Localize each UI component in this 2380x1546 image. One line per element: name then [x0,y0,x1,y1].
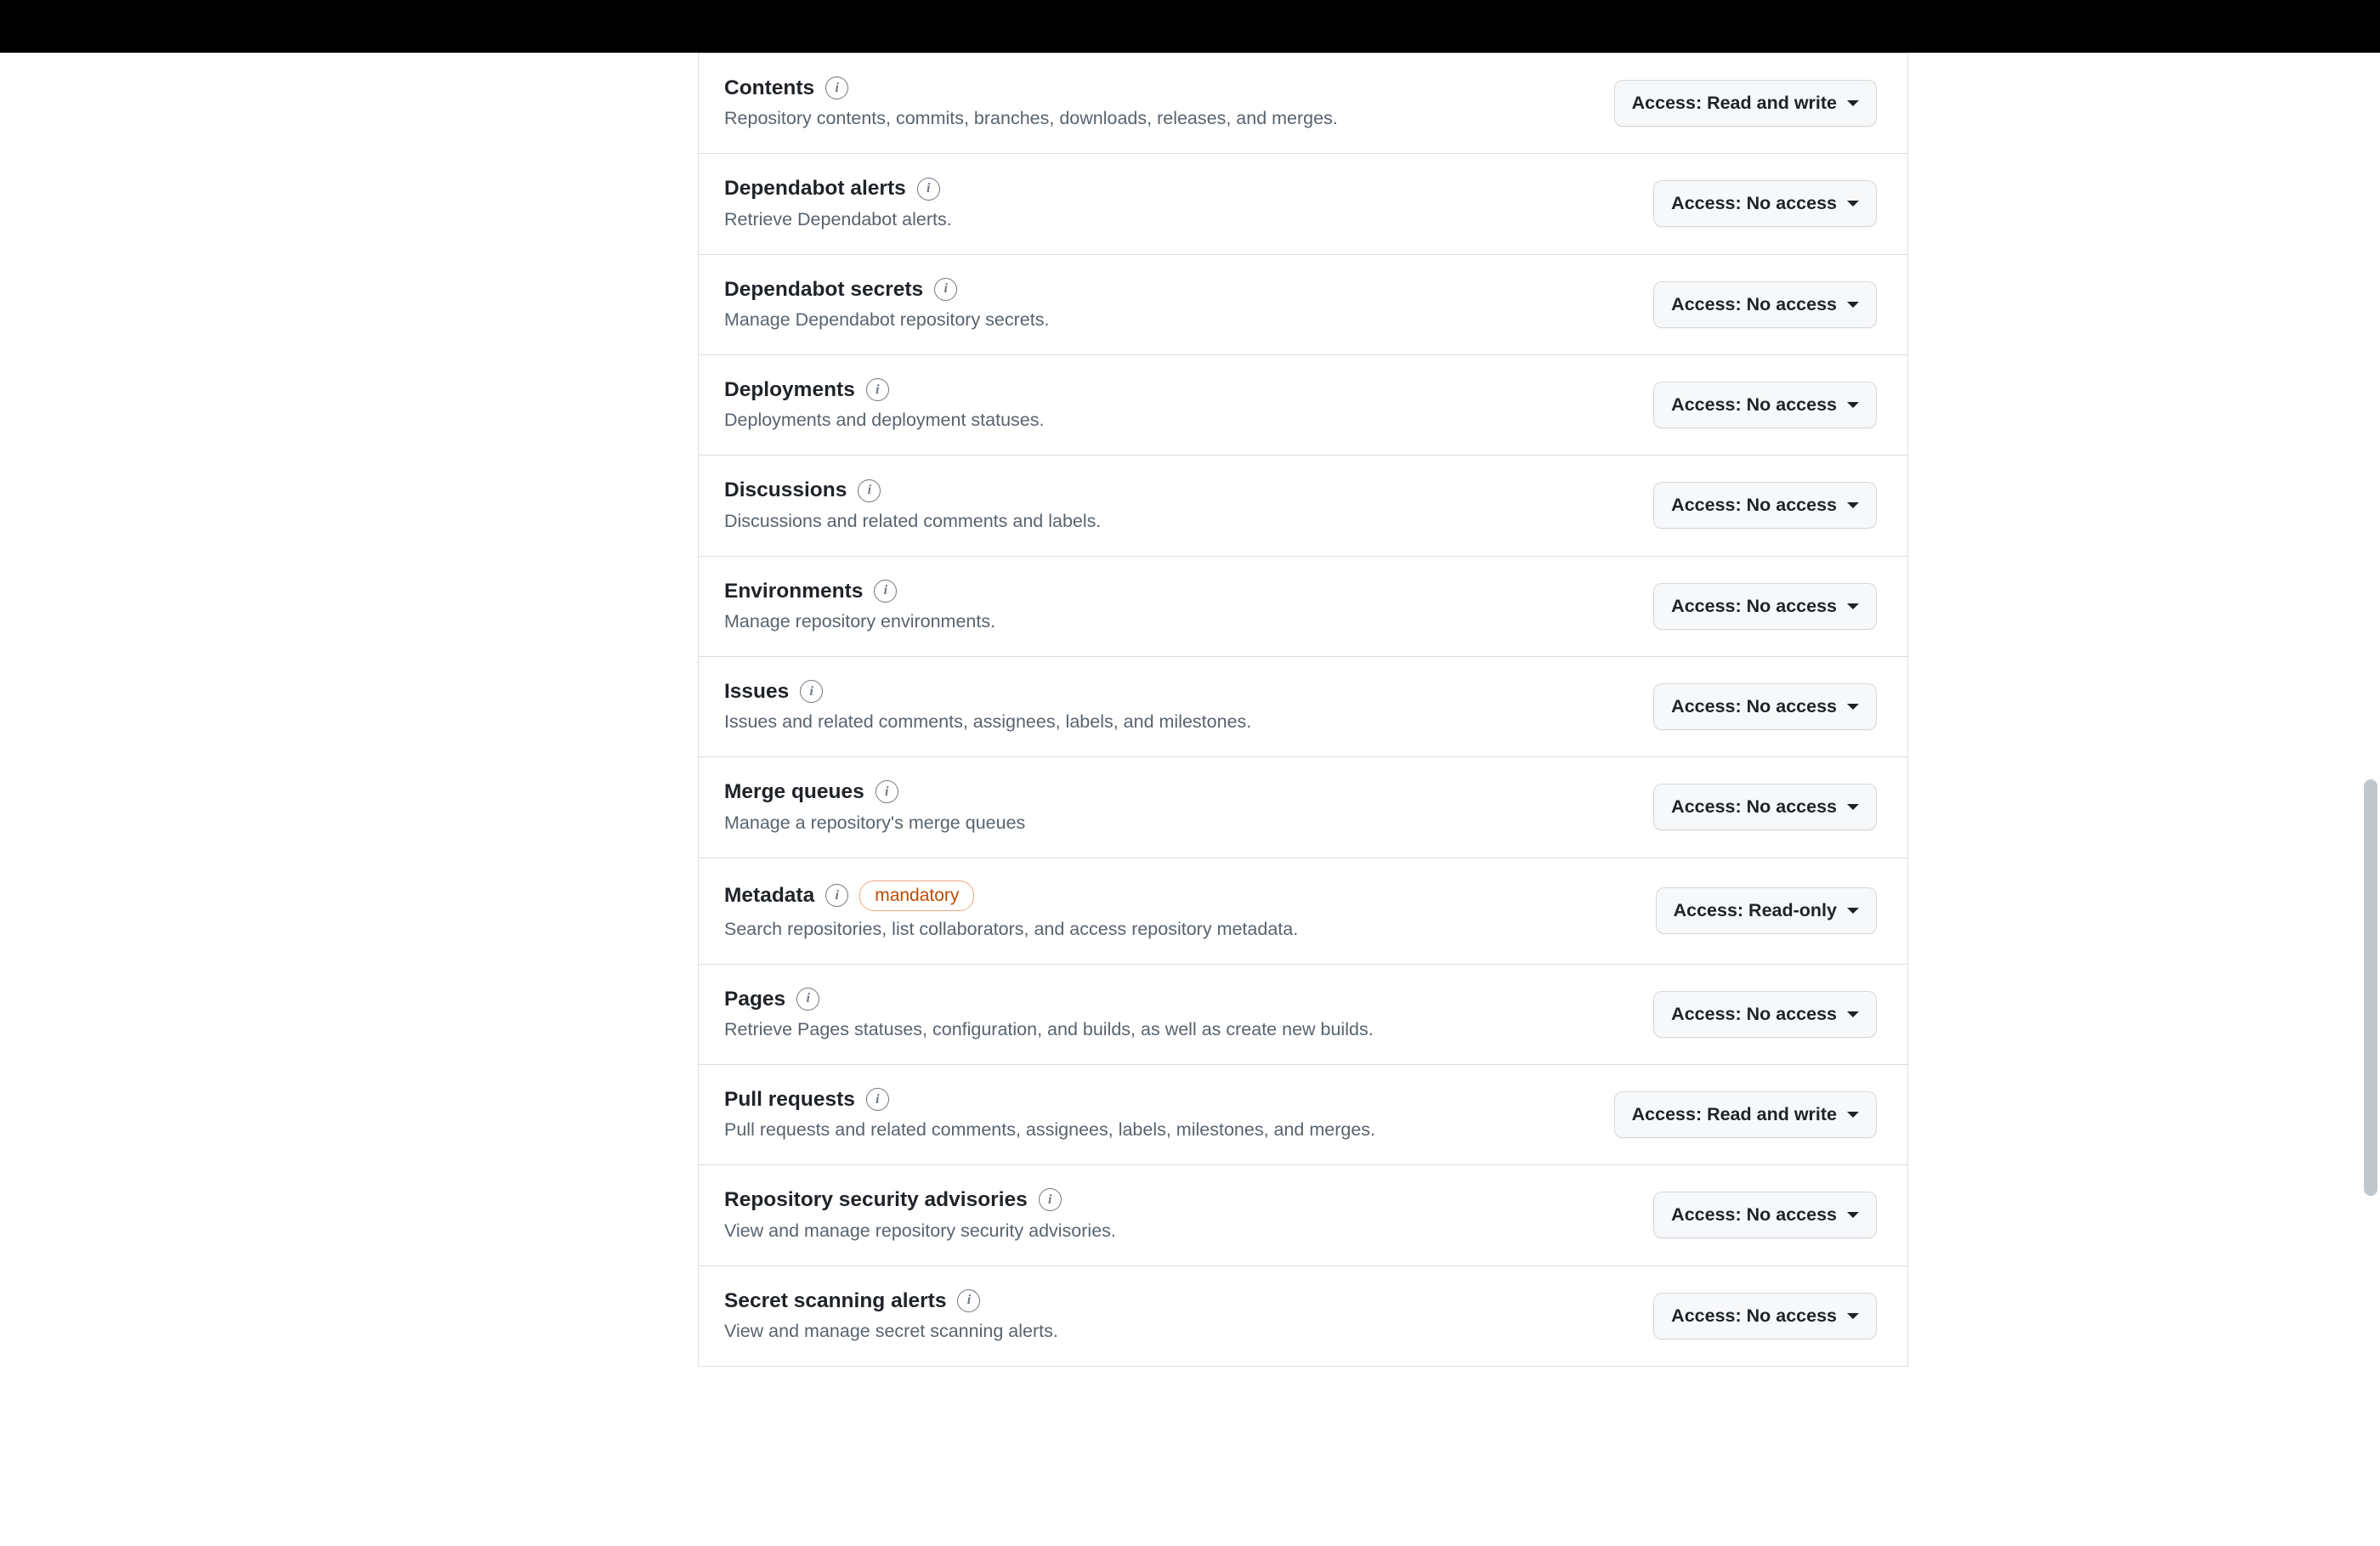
chevron-down-icon [1847,603,1859,609]
access-dropdown-button[interactable] [1653,1293,1877,1339]
permission-row [699,858,1907,965]
permission-description: Retrieve Pages statuses, configuration, and builds, as well as create new builds. [724,1018,1374,1039]
permission-description: Retrieve Dependabot alerts. [724,208,952,229]
info-icon[interactable]: i [800,680,823,703]
permission-info [724,1187,1116,1243]
permission-row [699,965,1907,1065]
permission-row [699,557,1907,657]
permission-title-line [724,579,995,603]
permission-row [699,1165,1907,1266]
permission-title-line [724,1288,1058,1313]
info-icon[interactable]: i [825,76,848,99]
info-icon[interactable]: i [876,780,898,803]
info-icon[interactable]: i [957,1289,980,1312]
chevron-down-icon [1847,1011,1859,1017]
access-dropdown-button[interactable] [1653,784,1877,830]
access-dropdown-label: Access: Read and write [1631,1104,1837,1125]
permission-title-line [724,881,1298,911]
permission-title-line [724,679,1251,704]
permission-title-line [724,176,952,201]
access-dropdown-button[interactable] [1653,683,1877,730]
permission-title-line [724,76,1338,100]
permission-title: Issues [724,679,790,703]
permission-info [724,779,1025,835]
permission-title: Pull requests [724,1087,855,1111]
permission-title: Dependabot secrets [724,277,924,301]
permission-row [699,255,1907,355]
permission-description: View and manage repository security advisories. [724,1220,1116,1241]
permission-row [699,757,1907,858]
chevron-down-icon [1847,908,1859,914]
permission-info [724,277,1049,332]
permission-info [724,881,1298,942]
permission-info [724,478,1101,533]
access-dropdown-button[interactable] [1614,80,1877,127]
access-dropdown-label: Access: No access [1671,796,1837,818]
permission-row [699,1065,1907,1165]
permission-description: Search repositories, list collaborators, and access repository metadata. [724,918,1299,939]
permission-title: Metadata [724,883,815,907]
permission-title-line [724,277,1049,302]
info-icon[interactable]: i [796,988,819,1011]
permission-title: Repository security advisories [724,1188,1028,1212]
access-dropdown-label: Access: No access [1671,495,1837,516]
access-dropdown-button[interactable] [1653,991,1877,1038]
access-dropdown-button[interactable] [1653,1192,1877,1238]
permission-row [699,154,1907,254]
permissions-content-column [698,53,1908,1367]
page-body [0,53,2380,1546]
permission-title: Secret scanning alerts [724,1288,947,1312]
permission-title-line [724,377,1044,402]
permission-title: Merge queues [724,780,864,804]
info-icon[interactable]: i [1039,1188,1062,1211]
chevron-down-icon [1847,804,1859,810]
permission-title: Environments [724,579,864,603]
access-dropdown-label: Access: No access [1671,696,1837,717]
info-icon[interactable]: i [866,1088,889,1111]
permission-row [699,657,1907,757]
info-icon[interactable]: i [934,278,957,301]
info-icon[interactable]: i [858,479,881,502]
mandatory-badge: mandatory [859,881,974,911]
permission-row [699,53,1907,154]
permission-row [699,355,1907,456]
access-dropdown-label: Access: No access [1671,394,1837,416]
access-dropdown-button[interactable] [1614,1091,1877,1138]
chevron-down-icon [1847,201,1859,207]
access-dropdown-label: Access: No access [1671,1305,1837,1326]
chevron-down-icon [1847,1212,1859,1218]
access-dropdown-button[interactable] [1653,281,1877,328]
page-scrollbar[interactable] [2361,53,2380,1546]
info-icon[interactable]: i [917,178,940,201]
chevron-down-icon [1847,402,1859,408]
chevron-down-icon [1847,302,1859,308]
permission-description: Repository contents, commits, branches, downloads, releases, and merges. [724,108,1338,129]
permission-info [724,579,995,634]
permission-title: Pages [724,987,786,1011]
access-dropdown-label: Access: No access [1671,595,1837,616]
permission-title: Deployments [724,377,855,401]
permission-title: Discussions [724,479,847,502]
access-dropdown-label: Access: No access [1671,293,1837,314]
info-icon[interactable]: i [866,378,889,401]
permission-row [699,1266,1907,1367]
permission-info [724,1288,1058,1344]
access-dropdown-button[interactable] [1653,180,1877,227]
access-dropdown-label: Access: No access [1671,193,1837,214]
permission-description: Manage Dependabot repository secrets. [724,309,1050,331]
chevron-down-icon [1847,100,1859,106]
permission-info [724,176,952,231]
permission-title-line [724,1087,1375,1112]
permission-info [724,987,1374,1042]
permission-description: View and manage secret scanning alerts. [724,1320,1058,1341]
repository-permissions-list [698,53,1908,1367]
permission-description: Manage repository environments. [724,611,996,632]
access-dropdown-button[interactable] [1653,583,1877,630]
chevron-down-icon [1847,1313,1859,1319]
chevron-down-icon [1847,502,1859,508]
access-dropdown-label: Access: Read-only [1673,900,1837,921]
permission-description: Pull requests and related comments, assignees, labels, milestones, and merges. [724,1119,1376,1141]
permission-title: Contents [724,76,815,99]
permission-row [699,456,1907,556]
permission-title-line [724,478,1101,502]
permission-description: Issues and related comments, assignees, labels, and milestones. [724,711,1252,733]
permission-description: Discussions and related comments and labels. [724,510,1102,531]
info-icon[interactable]: i [874,580,897,603]
access-dropdown-button[interactable] [1653,382,1877,428]
permission-info [724,1087,1375,1142]
permission-title: Dependabot alerts [724,177,906,201]
page-scrollbar-thumb[interactable] [2364,779,2377,1196]
chevron-down-icon [1847,704,1859,710]
access-dropdown-button[interactable] [1656,887,1877,934]
access-dropdown-label: Access: No access [1671,1204,1837,1226]
browser-top-bar [0,0,2380,53]
info-icon[interactable]: i [825,884,848,907]
permission-title-line [724,779,1025,804]
permission-title-line [724,987,1374,1011]
permission-info [724,679,1251,734]
permission-description: Manage a repository's merge queues [724,812,1026,833]
permission-description: Deployments and deployment statuses. [724,410,1045,431]
chevron-down-icon [1847,1112,1859,1118]
access-dropdown-label: Access: Read and write [1631,93,1837,114]
permission-info [724,377,1044,433]
access-dropdown-button[interactable] [1653,482,1877,529]
permission-title-line [724,1187,1116,1212]
permission-info [724,76,1338,131]
access-dropdown-label: Access: No access [1671,1003,1837,1024]
